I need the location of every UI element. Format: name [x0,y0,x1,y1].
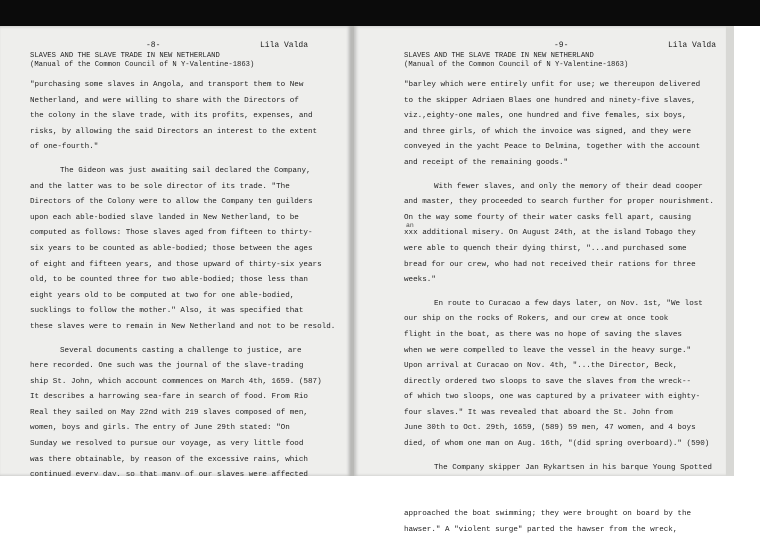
text-line: xxx additional misery. On August 24th, at the island Tobago they [404,229,696,238]
text-line: eight years old to be computed at two for one able-bodied, [30,291,295,300]
text-line: of which two sloops, one was captured by a privateer with eighty- [404,393,701,402]
paragraph [30,164,342,336]
text-line: On the way some fourty of their water casks fell apart, causing [404,213,692,222]
document-source: (Manual of the Common Council of N Y-Valentine-1863) [30,61,255,69]
text-line: were able to quench their dying thirst, "...and purchased some [404,244,687,253]
text-line: and receipt of the remaining goods." [404,158,569,167]
text-line: bread for our crew, who had not received their rations for three [404,260,696,269]
document-page-right [354,26,726,535]
page-content [30,38,342,515]
text-line: En route to Curacao a few days later, on Nov. 1st, "We lost [434,299,703,308]
text-line: Sunday we resolved to pursue our voyage, as very little food [30,440,304,449]
document-title: SLAVES AND THE SLAVE TRADE IN NEW NETHERLAND [404,52,594,60]
text-line: hawser." A "violent surge" parted the hawser from the wreck, [404,526,678,535]
text-line: of one-fourth." [30,143,99,152]
text-line: was there obtainable, by reason of the excessive rains, which [30,455,308,464]
page-number: -8- [146,41,161,50]
author-name: Lila Valda [667,41,716,50]
page-header [404,38,722,52]
page-number: -9- [554,41,569,50]
scan-border-right [734,26,760,476]
text-line: risks, by allowing the said Directors an interest to the extent [30,127,318,136]
handwritten-insertion: an [406,221,414,229]
text-line: With fewer slaves, and only the memory of their dead cooper [434,182,703,191]
text-line: and the latter was to be sole director of its trade. "The [30,182,290,191]
paragraph [404,78,722,172]
text-line: six years to be counted as able-bodied; those between the ages [30,244,313,253]
text-line: sucklings to follow the mother." Also, it was specified that [30,307,304,316]
scan-border-top [0,0,760,26]
text-line: Upon arrival at Curacao on Nov. 4th, "...the Director, Beck, [404,362,678,371]
text-line: It describes a harrowing sea-fare in search of food. From Rio [30,393,308,402]
text-line: Real they sailed on May 22nd with 219 slaves composed of men, [30,408,308,417]
text-line: weeks." [404,276,436,285]
text-line: these slaves were to remain in New Netherland and not to be resold. [30,322,336,331]
text-line: our ship on the rocks of Rokers, and our crew at once took [404,315,669,324]
text-line: Several documents casting a challenge to justice, are [60,346,302,355]
text-line: the colony in the slave trade, with its profits, expenses, and [30,112,313,121]
text-line: old, to be counted three for two able-bodied; those less than [30,276,308,285]
text-line: upon each able-bodied slave landed in New Netherland, to be [30,213,299,222]
text-line: June 30th to Oct. 29th, 1659, (589) 59 men, 47 women, and 4 boys [404,424,696,433]
text-line: and three girls, of which the invoice was signed, and they were [404,127,692,136]
text-line: viz.,eighty-one males, one hundred and five females, six boys, [404,112,687,121]
text-line: to the skipper Adriaen Blaes one hundred and ninety-five slaves, [404,96,696,105]
paragraph [404,180,722,289]
text-line: "purchasing some slaves in Angola, and transport them to New [30,81,304,89]
text-line: died, of whom one man on Aug. 16th, "(did spring overboard)." (590) [404,440,710,449]
text-line: ship St. John, which account commences on March 4th, 1659. (587) [30,377,322,386]
text-line: four slaves." It was revealed that aboard the St. John from [404,408,673,417]
page-content [404,38,722,539]
text-line: approached the boat swimming; they were brought on board by the [404,510,692,519]
document-page-left [0,26,351,476]
text-line: "barley which were entirely unfit for use; we thereupon delivered [404,81,701,89]
text-line: conveyed in the yacht Peace to Delmina, together with the account [404,143,701,152]
paragraph [30,78,342,156]
text-line: flight in the boat, as there was no hope of saving the slaves [404,330,682,339]
text-line: Directors of the Colony were to allow the Company ten guilders [30,198,313,207]
author-name: Lila Valda [259,41,308,50]
document-title: SLAVES AND THE SLAVE TRADE IN NEW NETHERLAND [30,52,220,60]
paragraph [404,297,722,453]
text-line: here recorded. One such was the journal of the slave-trading [30,362,304,371]
text-line: The Company skipper Jan Rykartsen in his barque Young Spotted [434,463,712,472]
text-line: women, boys and girls. The entry of June 29th stated: "On [30,424,290,433]
text-line: of eight and fifteen years, and those upward of thirty-six years [30,260,322,269]
text-line: when we were compelled to leave the vessel in the heavy surge." [404,346,692,355]
scan-border-bottom [0,476,760,509]
document-source: (Manual of the Common Council of N Y-Valentine-1863) [404,61,629,69]
text-line: The Gideon was just awaiting sail declared the Company, [60,166,311,175]
text-line: Netherland, and were willing to share with the Directors of [30,96,299,105]
text-line: computed as follows: Those slaves aged from fifteen to thirty- [30,229,313,238]
page-edge [726,26,734,476]
page-header [30,38,342,52]
text-line: directly ordered two sloops to save the slaves from the wreck-- [404,377,692,386]
text-line: and master, they proceeded to search further for proper nourishment. [404,198,714,207]
